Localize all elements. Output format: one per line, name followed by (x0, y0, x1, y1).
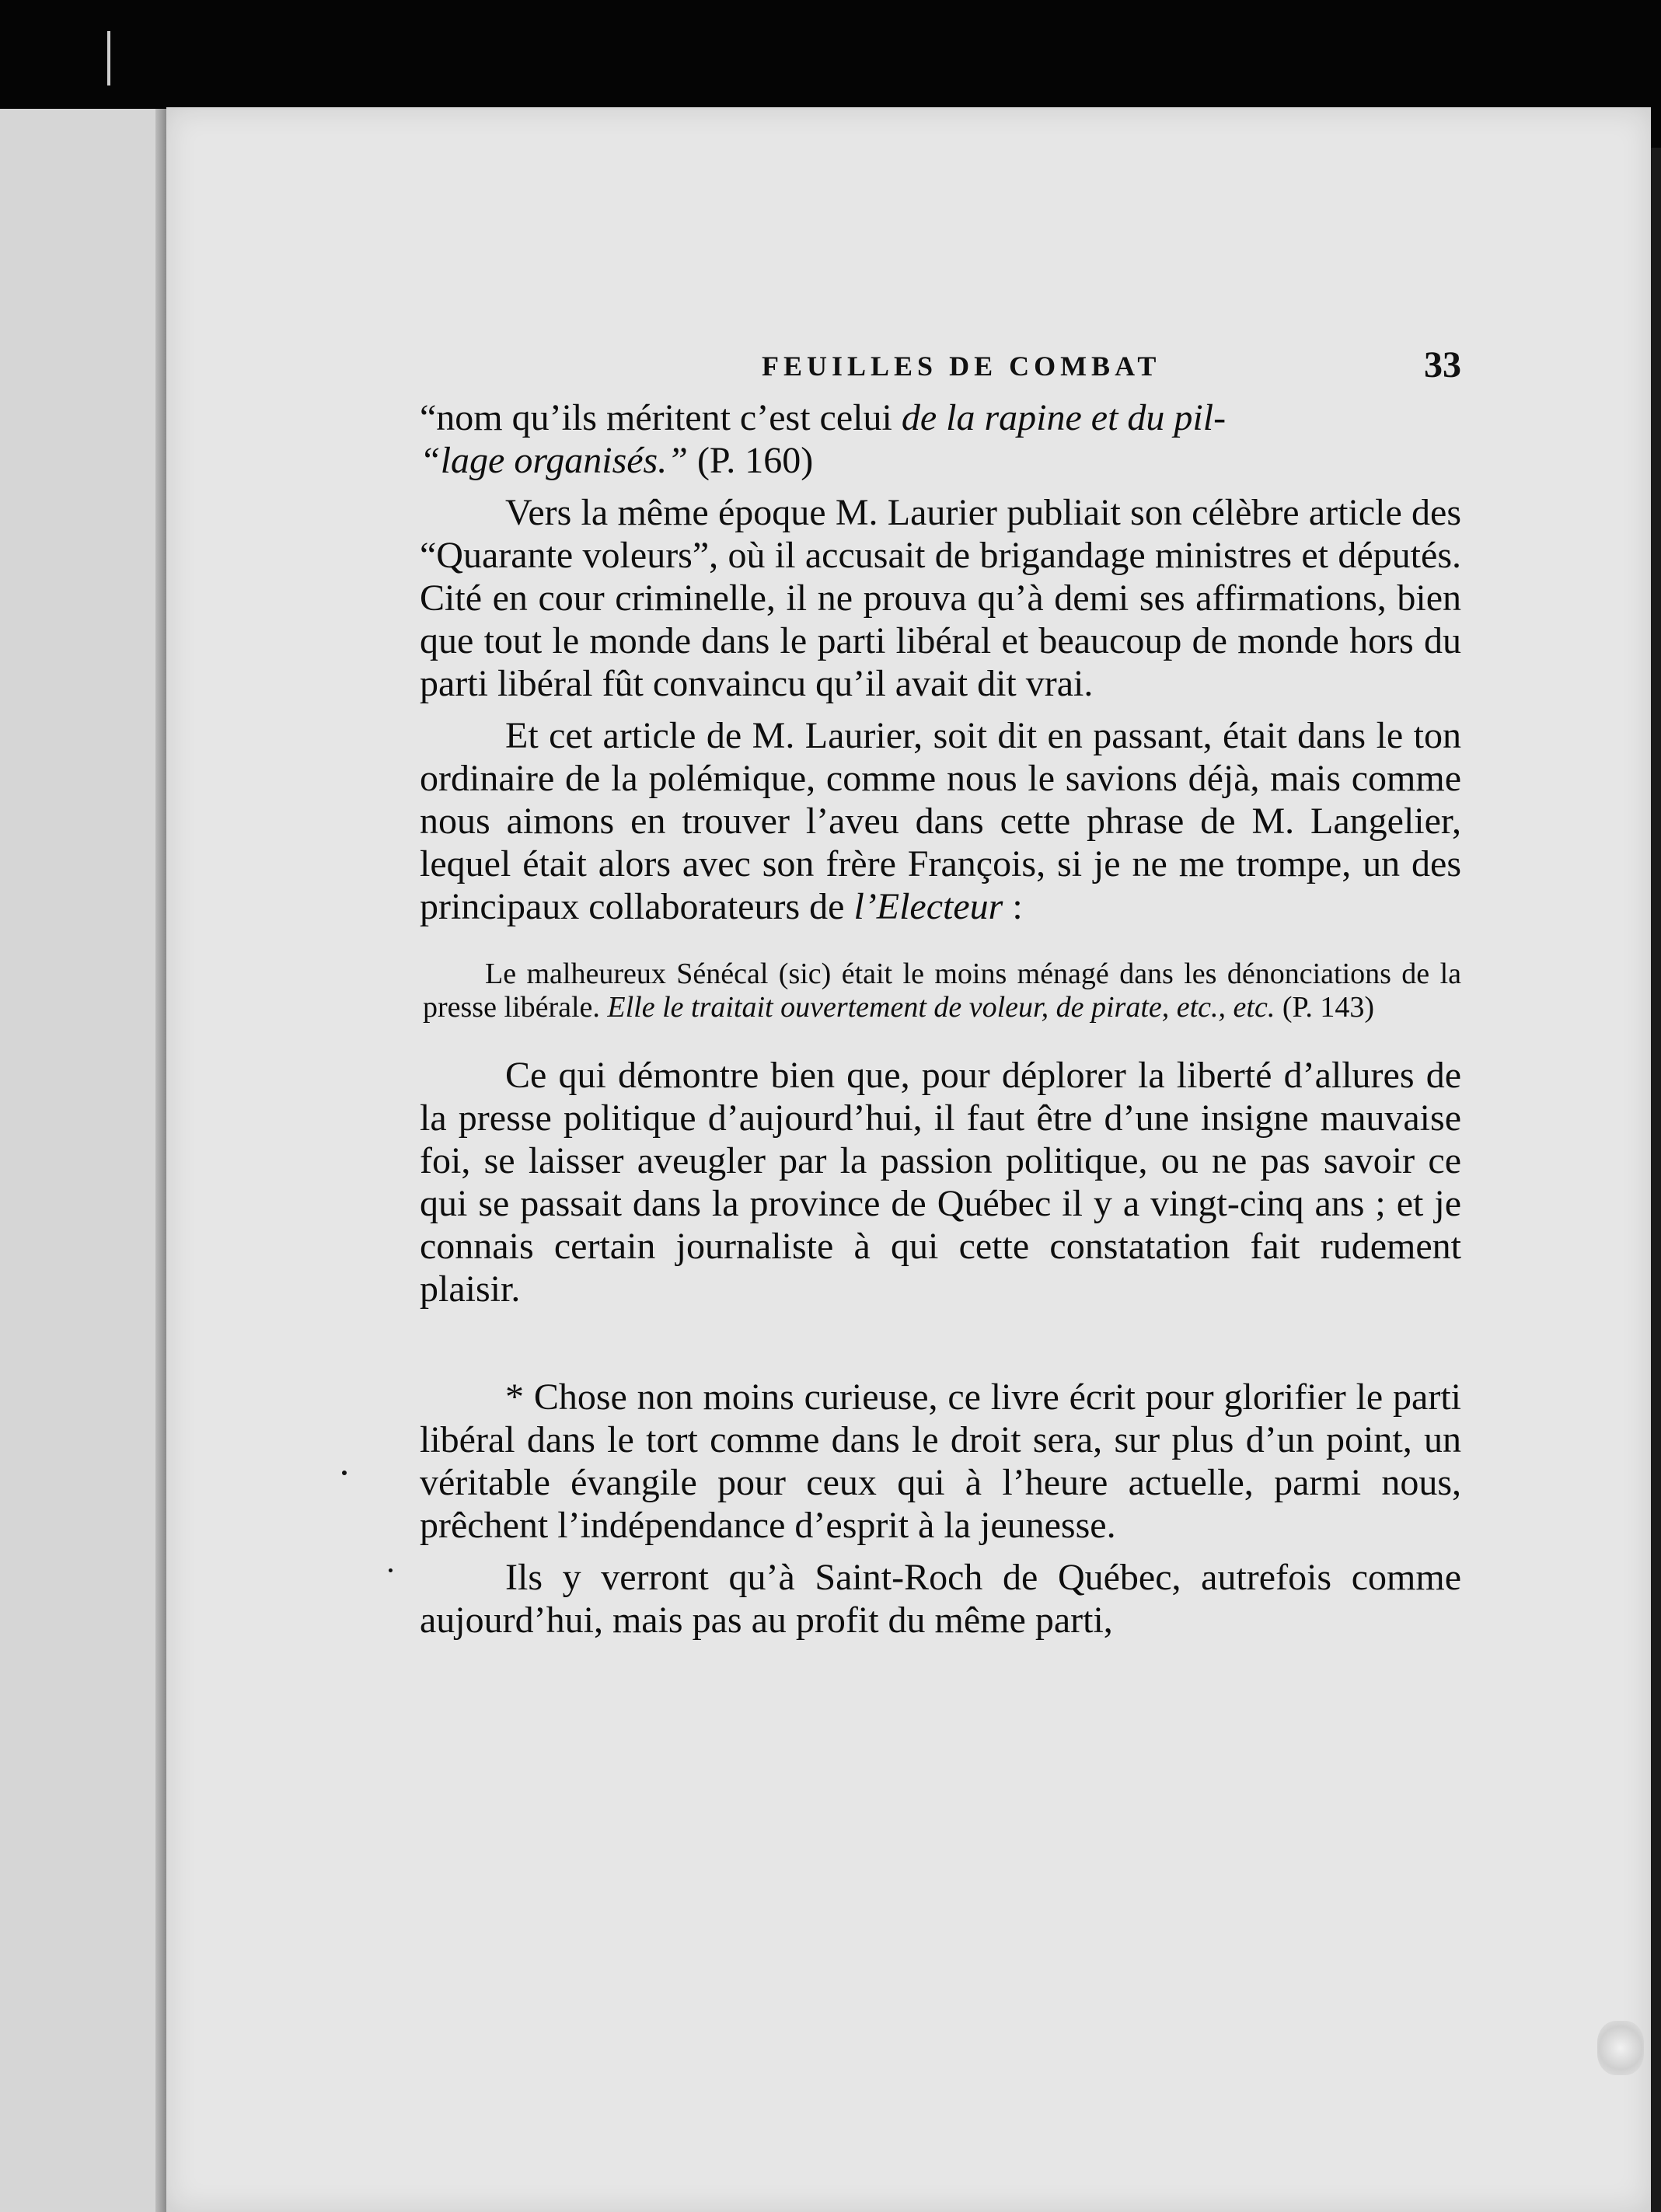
film-edge-mark (107, 31, 110, 85)
block-quote-senecal (420, 958, 1461, 1024)
book-gutter (155, 109, 166, 2212)
dust-speck (389, 1568, 393, 1572)
running-header (420, 344, 1461, 396)
paragraph-chose-curieuse: * Chose non moins curieuse, ce livre écrit pour glorifier le parti libéral dans le tort comme dans le droit sera, sur plus d’un point, un véritable évangile pour ceux qui à l’heure actuelle, parmi nous, prêchent l’indépendance d’esprit à la jeunesse. (420, 1376, 1461, 1546)
electeur-title: l’Electeur (853, 886, 1003, 927)
paragraph-quarante-voleurs: Vers la même époque M. Laurier publiait son célèbre article des “Quarante voleurs”, où il accusait de brigandage ministres et députés. Cité en cour criminelle, il ne prouva qu’à demi ses affirmations, bien que tout le monde dans le parti libéral et beaucoup de monde hors du parti libéral fût convaincu qu’il avait dit vrai. (420, 492, 1461, 704)
block-quote-italic: Elle le traitait ouvertement de voleur, de pirate, etc., etc. (607, 991, 1275, 1024)
page-reference: (P. 160) (687, 440, 814, 481)
block-quote-reference: (P. 143) (1275, 991, 1375, 1024)
page-edge-stain (1597, 2021, 1644, 2075)
paragraph-quote-continuation (420, 396, 1461, 482)
quote-line-1-italic: de la rapine et du pil- (901, 397, 1227, 438)
paragraph-presse-politique: Ce qui démontre bien que, pour déplorer la liberté d’allures de la presse politique d’aujourd’hui, il faut être d’une insigne mauvaise foi, se laisser aveugler par la passion politique, ou ne pas savoir ce qui se passait dans la province de Québec il y a vingt-cinq ans ; et je connais certain journaliste à qui cette constatation fait rudement plaisir. (420, 1055, 1461, 1310)
quote-line-2-italic: “lage organisés.” (420, 440, 688, 481)
paragraph-saint-roch: Ils y verront qu’à Saint-Roch de Québec, autrefois comme aujourd’hui, mais pas au profit du même parti, (420, 1557, 1461, 1641)
dust-speck (342, 1471, 347, 1475)
facing-page-edge (0, 109, 166, 2212)
page-shadow-edge (1651, 148, 1661, 2212)
page-text (420, 396, 1461, 1642)
block-quote-text: Le malheureux Sénécal (sic) était le moins ménagé dans les dénonciations de la presse libérale. (423, 958, 1461, 1024)
paragraph-langelier-text: Et cet article de M. Laurier, soit dit en passant, était dans le ton ordinaire de la polémique, comme nous le savions déjà, mais comme nous aimons en trouver l’aveu dans cette phrase de M. Langelier, lequel était alors avec son frère François, si je ne me trompe, un des principaux collaborateurs de (420, 715, 1461, 927)
paragraph-langelier-end: : (1003, 886, 1023, 927)
paragraph-langelier (420, 714, 1461, 928)
quote-line-1: “nom qu’ils méritent c’est celui (420, 397, 902, 438)
page-number: 33 (1424, 344, 1461, 386)
running-title: FEUILLES DE COMBAT (762, 351, 1161, 382)
